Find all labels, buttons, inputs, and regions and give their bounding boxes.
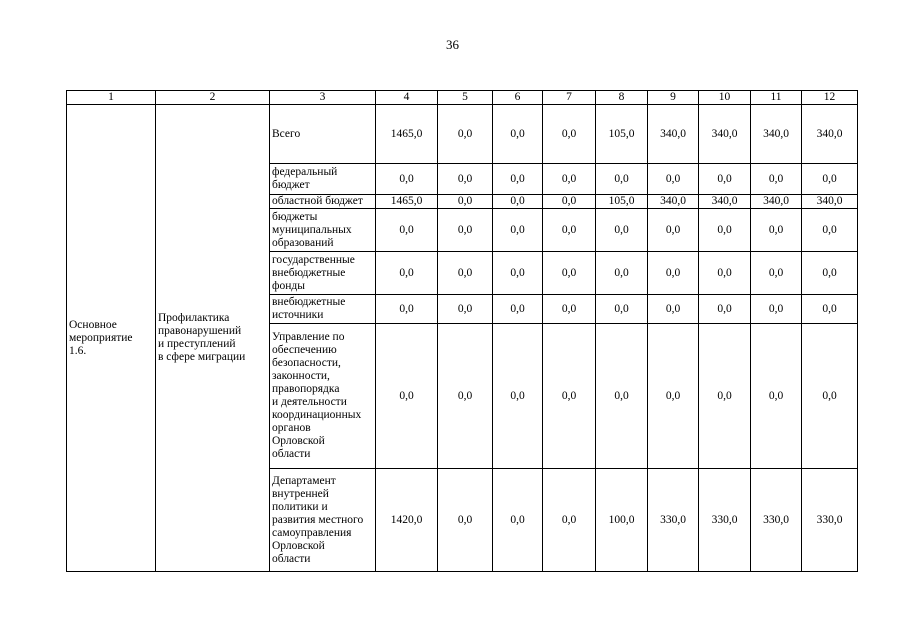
value-cell: 340,0 — [648, 195, 699, 209]
value-cell: 340,0 — [802, 195, 858, 209]
value-cell: 0,0 — [648, 295, 699, 324]
value-cell: 0,0 — [376, 164, 438, 195]
value-cell: 1420,0 — [376, 469, 438, 572]
value-cell: 0,0 — [543, 209, 596, 252]
funding-source-cell: федеральный бюджет — [270, 164, 376, 195]
value-cell: 0,0 — [699, 209, 751, 252]
funding-source-cell: Департамент внутренней политики и развития местного самоуправления Орловской области — [270, 469, 376, 572]
value-cell: 0,0 — [493, 195, 543, 209]
value-cell: 340,0 — [648, 105, 699, 164]
funding-source-cell: областной бюджет — [270, 195, 376, 209]
page-number: 36 — [446, 37, 459, 52]
value-cell: 0,0 — [543, 195, 596, 209]
funding-source-cell: Управление по обеспечению безопасности, законности, правопорядка и деятельности координационных органов Орловской области — [270, 324, 376, 469]
value-cell: 0,0 — [543, 105, 596, 164]
column-header: 2 — [156, 91, 270, 105]
column-header: 11 — [751, 91, 802, 105]
value-cell: 0,0 — [751, 295, 802, 324]
measure-name-cell: Профилактика правонарушений и преступлений в сфере миграции — [156, 105, 270, 572]
value-cell: 330,0 — [699, 469, 751, 572]
value-cell: 1465,0 — [376, 105, 438, 164]
value-cell: 0,0 — [493, 324, 543, 469]
value-cell: 0,0 — [802, 209, 858, 252]
column-header: 4 — [376, 91, 438, 105]
value-cell: 0,0 — [543, 324, 596, 469]
value-cell: 0,0 — [438, 164, 493, 195]
value-cell: 0,0 — [699, 295, 751, 324]
value-cell: 0,0 — [493, 164, 543, 195]
value-cell: 0,0 — [751, 209, 802, 252]
column-header: 12 — [802, 91, 858, 105]
value-cell: 0,0 — [376, 252, 438, 295]
value-cell: 340,0 — [751, 105, 802, 164]
column-header: 6 — [493, 91, 543, 105]
value-cell: 0,0 — [648, 252, 699, 295]
value-cell: 0,0 — [493, 469, 543, 572]
value-cell: 0,0 — [438, 252, 493, 295]
value-cell: 0,0 — [438, 469, 493, 572]
column-header: 3 — [270, 91, 376, 105]
value-cell: 0,0 — [438, 209, 493, 252]
funding-source-cell: бюджеты муниципальных образований — [270, 209, 376, 252]
value-cell: 0,0 — [648, 164, 699, 195]
value-cell: 0,0 — [493, 295, 543, 324]
value-cell: 340,0 — [699, 195, 751, 209]
value-cell: 0,0 — [596, 164, 648, 195]
value-cell: 0,0 — [596, 209, 648, 252]
value-cell: 0,0 — [543, 295, 596, 324]
column-header: 8 — [596, 91, 648, 105]
value-cell: 0,0 — [438, 295, 493, 324]
funding-source-cell: внебюджетные источники — [270, 295, 376, 324]
value-cell: 0,0 — [493, 209, 543, 252]
value-cell: 0,0 — [751, 324, 802, 469]
value-cell: 0,0 — [699, 324, 751, 469]
value-cell: 0,0 — [376, 295, 438, 324]
value-cell: 0,0 — [596, 295, 648, 324]
value-cell: 330,0 — [751, 469, 802, 572]
table-row — [67, 105, 858, 164]
value-cell: 0,0 — [751, 164, 802, 195]
value-cell: 340,0 — [802, 105, 858, 164]
value-cell: 0,0 — [751, 252, 802, 295]
value-cell: 0,0 — [438, 324, 493, 469]
value-cell: 0,0 — [376, 324, 438, 469]
value-cell: 340,0 — [699, 105, 751, 164]
value-cell: 100,0 — [596, 469, 648, 572]
value-cell: 0,0 — [596, 252, 648, 295]
value-cell: 340,0 — [751, 195, 802, 209]
value-cell: 0,0 — [596, 324, 648, 469]
value-cell: 0,0 — [543, 164, 596, 195]
value-cell: 105,0 — [596, 195, 648, 209]
value-cell: 0,0 — [699, 252, 751, 295]
value-cell: 1465,0 — [376, 195, 438, 209]
value-cell: 0,0 — [648, 209, 699, 252]
value-cell: 0,0 — [543, 469, 596, 572]
value-cell: 0,0 — [648, 324, 699, 469]
value-cell: 0,0 — [699, 164, 751, 195]
value-cell: 0,0 — [802, 324, 858, 469]
value-cell: 0,0 — [802, 164, 858, 195]
value-cell: 0,0 — [493, 252, 543, 295]
value-cell: 0,0 — [438, 195, 493, 209]
funding-source-cell: Всего — [270, 105, 376, 164]
column-header: 9 — [648, 91, 699, 105]
value-cell: 0,0 — [438, 105, 493, 164]
column-header: 7 — [543, 91, 596, 105]
value-cell: 0,0 — [802, 295, 858, 324]
value-cell: 330,0 — [648, 469, 699, 572]
column-header: 10 — [699, 91, 751, 105]
value-cell: 0,0 — [493, 105, 543, 164]
column-header: 1 — [67, 91, 156, 105]
value-cell: 0,0 — [543, 252, 596, 295]
value-cell: 0,0 — [802, 252, 858, 295]
funding-source-cell: государственные внебюджетные фонды — [270, 252, 376, 295]
value-cell: 330,0 — [802, 469, 858, 572]
column-header: 5 — [438, 91, 493, 105]
header-row — [67, 91, 858, 105]
measure-type-cell: Основное мероприятие 1.6. — [67, 105, 156, 572]
value-cell: 105,0 — [596, 105, 648, 164]
value-cell: 0,0 — [376, 209, 438, 252]
budget-table — [66, 90, 858, 572]
